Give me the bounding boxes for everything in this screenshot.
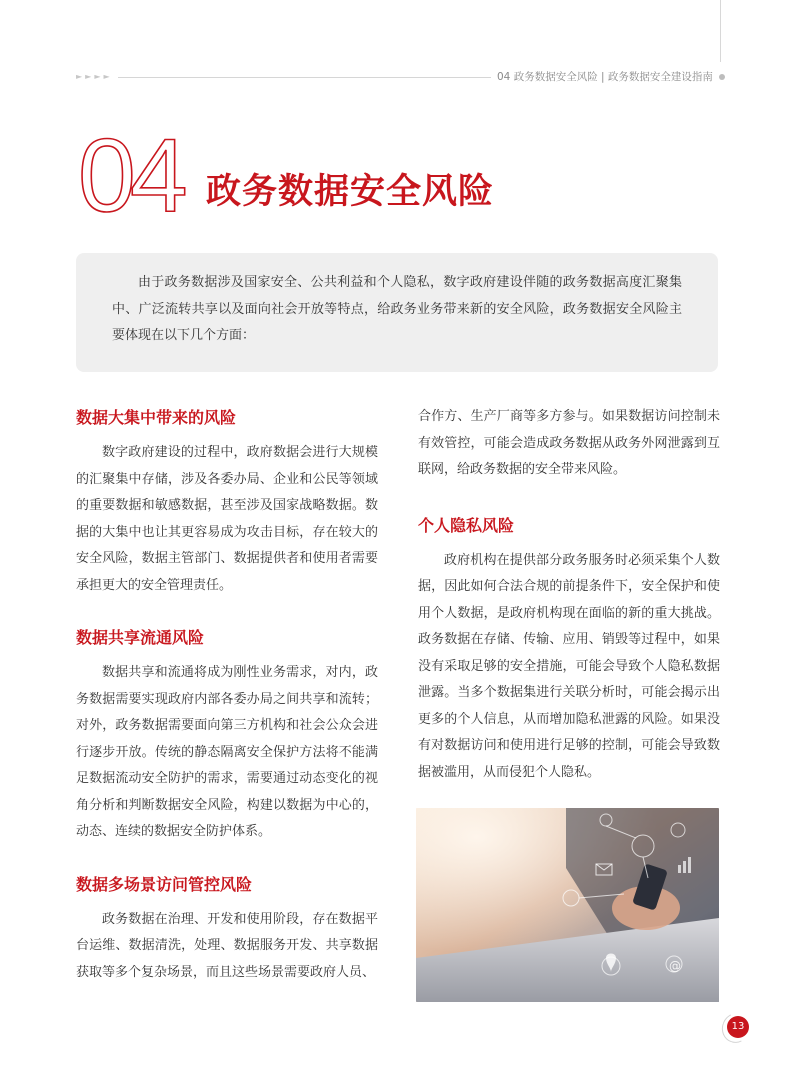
arrow-icon: ►: [76, 72, 83, 81]
section-title-access-control: 数据多场景访问管控风险: [76, 874, 253, 894]
section-body-centralization: 数字政府建设的过程中，政府数据会进行大规模的汇聚集中存储，涉及各委办局、企业和公民等领域的重要数据和敏感数据，甚至涉及国家战略数据。数据的大集中也让其更容易成为攻击目标，存在较大的安全风险，数据主管部门、数据提供者和使用者需要承担更大的安全管理责任。: [76, 445, 378, 593]
header-vertical-line: [720, 0, 721, 62]
section-title-sharing: 数据共享流通风险: [76, 628, 205, 647]
illustration-photo: [416, 808, 719, 1002]
section-body-access-control-part2: 合作方、生产厂商等多方参与。如果数据访问控制未有效管控，可能会造成政务数据从政务外网泄露到互联网，给政务数据的安全带来风险。: [418, 409, 720, 477]
header-arrows: [76, 72, 110, 82]
header-breadcrumb: 04 政务数据安全风险 | 政务数据安全建设指南: [497, 71, 713, 83]
header-dot-icon: [719, 74, 725, 80]
chapter-title: 政务数据安全风险: [206, 172, 495, 212]
section-body-privacy: 政府机构在提供部分政务服务时必须采集个人数据，因此如何合法合规的前提条件下，安全保护和使用个人数据，是政府机构现在面临的新的重大挑战。政务数据在存储、传输、应用、销毁等过程中，如果没有采取足够的安全措施，可能会导致个人隐私数据泄露。当多个数据集进行关联分析时，可能会揭示出更多的个人信息，从而增加隐私泄露的风险。如果没有对数据访问和使用进行足够的控制，可能会导致数据被滥用，从而侵犯个人隐私。: [418, 552, 720, 780]
intro-box: [76, 253, 718, 372]
arrow-icon: ►: [103, 72, 110, 81]
page-number-badge: 13: [727, 1016, 749, 1038]
header-rule: [118, 77, 491, 78]
arrow-icon: ►: [85, 72, 92, 81]
right-column: [418, 404, 720, 786]
section-body-access-control-part1: 政务数据在治理、开发和使用阶段，存在数据平台运维、数据清洗，处理、数据服务开发、共享数据获取等多个复杂场景，而且这些场景需要政府人员、: [76, 911, 378, 980]
section-title-privacy: 个人隐私风险: [418, 515, 515, 535]
section-body-sharing: 数据共享和流通将成为刚性业务需求，对内，政务数据需要实现政府内部各委办局之间共享和流转；对外，政务数据需要面向第三方机构和社会公众会进行逐步开放。传统的静态隔离安全保护方法将不能满足数据流动安全防护的需求，需要通过动态变化的视角分析和判断数据安全风险，构建以数据为中心的，动态、连续的数据安全防护体系。: [76, 665, 378, 839]
arrow-icon: ►: [94, 72, 101, 81]
section-title-centralization: 数据大集中带来的风险: [76, 408, 237, 427]
intro-text: 由于政务数据涉及国家安全、公共利益和个人隐私，数字政府建设伴随的政务数据高度汇聚集中、广泛流转共享以及面向社会开放等特点，给政务业务带来新的安全风险，政务数据安全风险主要体现在以下几个方面：: [112, 275, 682, 343]
left-column: [76, 404, 378, 986]
svg-text:@: @: [669, 959, 681, 973]
chapter-number: 04: [78, 118, 182, 234]
